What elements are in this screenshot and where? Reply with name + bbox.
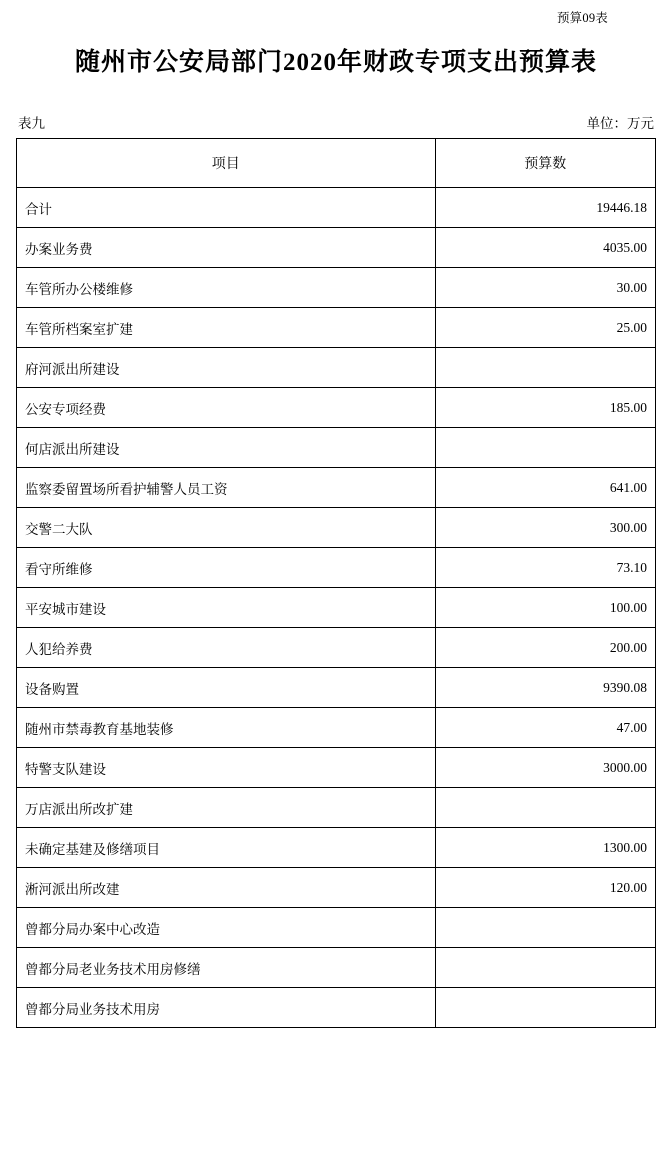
cell-item: 未确定基建及修缮项目: [17, 828, 436, 868]
cell-budget-value: 4035.00: [435, 228, 655, 268]
cell-item: 车管所办公楼维修: [17, 268, 436, 308]
cell-item: 随州市禁毒教育基地装修: [17, 708, 436, 748]
column-header-item: 项目: [17, 139, 436, 188]
cell-item: 车管所档案室扩建: [17, 308, 436, 348]
cell-budget-value: 100.00: [435, 588, 655, 628]
cell-budget-value: 19446.18: [435, 188, 655, 228]
cell-budget-value: [435, 428, 655, 468]
table-row: [17, 428, 656, 468]
cell-item: 曾都分局老业务技术用房修缮: [17, 948, 436, 988]
cell-budget-value: 73.10: [435, 548, 655, 588]
cell-item: 何店派出所建设: [17, 428, 436, 468]
cell-budget-value: 47.00: [435, 708, 655, 748]
cell-item: 办案业务费: [17, 228, 436, 268]
cell-item: 合计: [17, 188, 436, 228]
table-row: [17, 828, 656, 868]
table-row: [17, 708, 656, 748]
cell-budget-value: [435, 988, 655, 1028]
table-row: [17, 228, 656, 268]
cell-item: 曾都分局办案中心改造: [17, 908, 436, 948]
cell-budget-value: 3000.00: [435, 748, 655, 788]
column-header-budget: 预算数: [435, 139, 655, 188]
table-row: [17, 948, 656, 988]
cell-budget-value: 120.00: [435, 868, 655, 908]
table-row: [17, 668, 656, 708]
table-row: [17, 348, 656, 388]
page-title: 随州市公安局部门2020年财政专项支出预算表: [74, 49, 597, 76]
table-row: [17, 788, 656, 828]
table-row: [17, 628, 656, 668]
table-row: [17, 748, 656, 788]
cell-budget-value: [435, 908, 655, 948]
cell-budget-value: 1300.00: [435, 828, 655, 868]
cell-item: 万店派出所改扩建: [17, 788, 436, 828]
table-row: [17, 468, 656, 508]
table-header-row: [17, 139, 656, 188]
cell-item: 公安专项经费: [17, 388, 436, 428]
table-label: 表九: [18, 116, 45, 131]
cell-budget-value: 25.00: [435, 308, 655, 348]
table-row: [17, 588, 656, 628]
table-row: [17, 388, 656, 428]
cell-item: 府河派出所建设: [17, 348, 436, 388]
cell-budget-value: [435, 788, 655, 828]
cell-budget-value: 300.00: [435, 508, 655, 548]
table-row: [17, 868, 656, 908]
table-row: [17, 188, 656, 228]
cell-budget-value: 641.00: [435, 468, 655, 508]
table-body: [17, 188, 656, 1028]
cell-item: 设备购置: [17, 668, 436, 708]
table-row: [17, 988, 656, 1028]
cell-item: 曾都分局业务技术用房: [17, 988, 436, 1028]
cell-item: 平安城市建设: [17, 588, 436, 628]
cell-item: 看守所维修: [17, 548, 436, 588]
cell-budget-value: 185.00: [435, 388, 655, 428]
cell-item: 人犯给养费: [17, 628, 436, 668]
cell-budget-value: 9390.08: [435, 668, 655, 708]
cell-item: 交警二大队: [17, 508, 436, 548]
table-row: [17, 268, 656, 308]
cell-budget-value: [435, 348, 655, 388]
table-row: [17, 548, 656, 588]
cell-item: 特警支队建设: [17, 748, 436, 788]
table-meta-row: [16, 112, 656, 132]
cell-budget-value: 30.00: [435, 268, 655, 308]
document-code: 预算09表: [556, 11, 608, 25]
cell-budget-value: [435, 948, 655, 988]
table-row: [17, 308, 656, 348]
table-row: [17, 508, 656, 548]
cell-item: 监察委留置场所看护辅警人员工资: [17, 468, 436, 508]
cell-budget-value: 200.00: [435, 628, 655, 668]
cell-item: 淅河派出所改建: [17, 868, 436, 908]
budget-table: [16, 138, 656, 1028]
unit-label: 单位：万元: [586, 116, 654, 131]
table-row: [17, 908, 656, 948]
